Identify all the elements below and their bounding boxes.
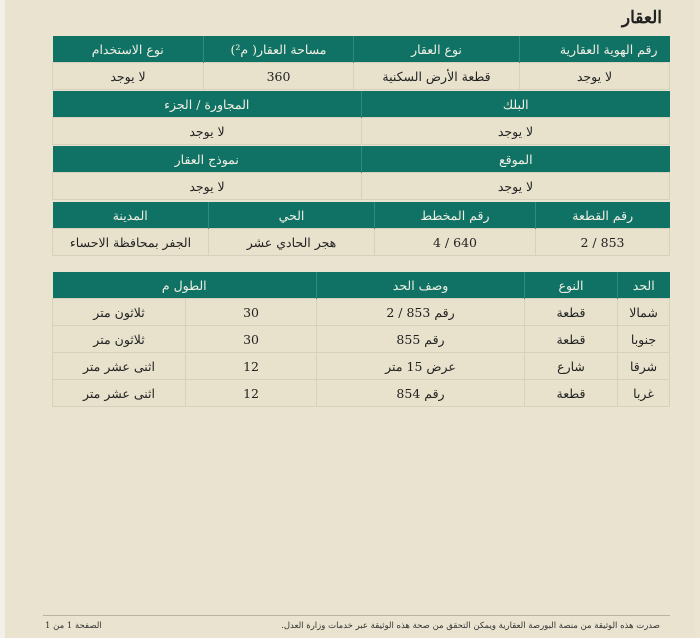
boundary-length-number: 30: [186, 299, 317, 326]
value-plan-number: 4 / 640: [375, 229, 536, 256]
boundary-direction: شرقا: [618, 353, 670, 380]
header-boundary-direction: الحد: [618, 272, 670, 299]
table-row: [53, 380, 670, 407]
boundary-length-text: اثنى عشر متر: [53, 353, 186, 380]
table-header-row: [53, 146, 670, 173]
table-row: [53, 63, 670, 90]
boundary-type: قطعة: [525, 326, 618, 353]
header-property-type: نوع العقار: [354, 36, 520, 63]
value-property-area: 360: [204, 63, 354, 90]
header-boundary-description: وصف الحد: [317, 272, 525, 299]
table-row: [53, 173, 670, 200]
value-property-type: قطعة الأرض السكنية: [354, 63, 520, 90]
block-info-table: [52, 91, 670, 145]
table-header-row: [53, 272, 670, 299]
boundary-type: قطعة: [525, 380, 618, 407]
boundary-description: رقم 853 / 2: [317, 299, 525, 326]
table-header-row: [53, 91, 670, 118]
header-property-id: رقم الهوية العقارية: [520, 36, 670, 63]
header-location: الموقع: [362, 146, 670, 173]
section-title: العقار: [621, 8, 662, 28]
table-header-row: [53, 202, 670, 229]
value-location: لا يوجد: [362, 173, 670, 200]
header-district: الحي: [209, 202, 375, 229]
table-row: [53, 326, 670, 353]
value-property-model: لا يوجد: [53, 173, 362, 200]
boundary-direction: شمالا: [618, 299, 670, 326]
value-city: الجفر بمحافظة الاحساء: [53, 229, 209, 256]
header-usage-type: نوع الاستخدام: [53, 36, 204, 63]
header-boundary-length: الطول م: [53, 272, 317, 299]
value-neighborhood-part: لا يوجد: [53, 118, 362, 145]
value-property-id: لا يوجد: [520, 63, 670, 90]
header-neighborhood-part: المجاورة / الجزء: [53, 91, 362, 118]
boundary-length-text: ثلاثون متر: [53, 299, 186, 326]
table-row: [53, 299, 670, 326]
boundary-type: قطعة: [525, 299, 618, 326]
boundary-type: شارع: [525, 353, 618, 380]
boundary-length-number: 30: [186, 326, 317, 353]
boundary-direction: جنوبا: [618, 326, 670, 353]
location-info-table: [52, 146, 670, 200]
header-plan-number: رقم المخطط: [375, 202, 536, 229]
boundary-description: عرض 15 متر: [317, 353, 525, 380]
boundary-length-text: ثلاثون متر: [53, 326, 186, 353]
value-district: هجر الحادي عشر: [209, 229, 375, 256]
document-page: [5, 0, 695, 638]
header-city: المدينة: [53, 202, 209, 229]
footer-verification-note: صدرت هذه الوثيقة من منصة البورصة العقارية ويمكن التحقق من صحة هذه الوثيقة عبر خدمات وزارة العدل.: [281, 621, 660, 631]
boundary-length-number: 12: [186, 380, 317, 407]
property-info-table: [52, 36, 670, 90]
header-property-model: نموذج العقار: [53, 146, 362, 173]
page-number: الصفحة 1 من 1: [45, 621, 102, 631]
table-row: [53, 118, 670, 145]
value-usage-type: لا يوجد: [53, 63, 204, 90]
value-plot-number: 2 / 853: [536, 229, 670, 256]
boundary-length-number: 12: [186, 353, 317, 380]
header-plot-number: رقم القطعة: [536, 202, 670, 229]
table-row: [53, 229, 670, 256]
footer-divider: [43, 615, 670, 616]
header-property-area: مساحة العقار( م²): [204, 36, 354, 63]
boundary-direction: غربا: [618, 380, 670, 407]
table-header-row: [53, 36, 670, 63]
boundary-description: رقم 854: [317, 380, 525, 407]
header-block: البلك: [362, 91, 670, 118]
header-boundary-type: النوع: [525, 272, 618, 299]
boundary-description: رقم 855: [317, 326, 525, 353]
plot-info-table: [52, 202, 670, 256]
table-row: [53, 353, 670, 380]
boundary-length-text: اثنى عشر متر: [53, 380, 186, 407]
value-block: لا يوجد: [362, 118, 670, 145]
boundaries-table: [52, 272, 670, 407]
